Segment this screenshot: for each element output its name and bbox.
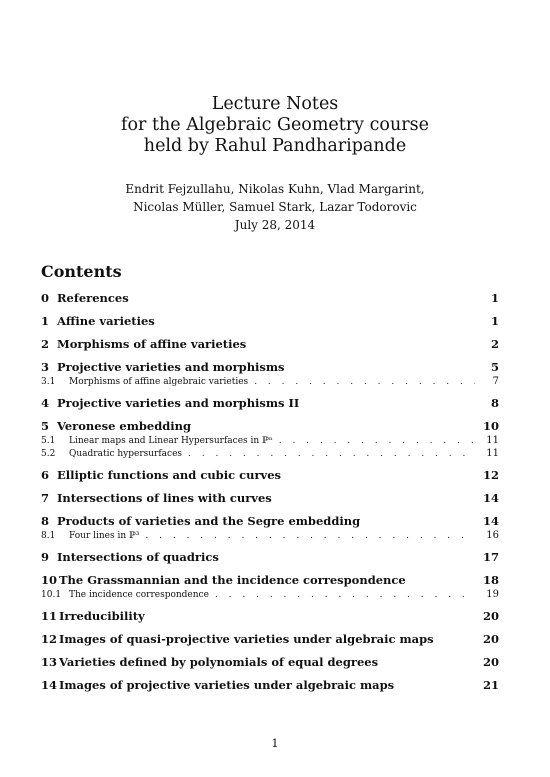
toc-subsection-page: 19 [486,589,499,600]
toc-section-page: 2 [490,337,499,351]
toc-section-number: 10 [41,573,58,587]
toc-subsection-title: Morphisms of affine algebraic varieties [69,377,249,387]
toc-section-title: Images of quasi-projective varieties under algebraic maps [59,632,434,646]
toc-section-title: Images of projective varieties under algebraic maps [59,678,395,692]
toc-section-title: Intersections of lines with curves [57,491,272,505]
toc-section-entry[interactable] [41,314,499,329]
toc-subsection-page: 7 [492,376,499,387]
toc-section-title: Products of varieties and the Segre embedding [57,514,361,528]
toc-subsection-entry[interactable] [41,375,499,388]
toc-section-title: References [57,291,129,305]
toc-subsection-entry[interactable] [41,529,499,542]
toc-section-page: 1 [490,314,499,328]
toc-section-entry[interactable] [41,468,499,483]
toc-section-number: 1 [41,314,50,328]
toc-section-title: Projective varieties and morphisms [57,360,285,374]
toc-section-entry[interactable] [41,655,499,670]
toc-section-title: Projective varieties and morphisms II [57,396,300,410]
toc-section-page: 14 [482,491,499,505]
toc-subsection-title: Quadratic hypersurfaces [69,449,183,459]
toc-subsection-number: 10.1 [41,590,62,600]
toc-dot-leader [145,530,475,543]
toc-dot-leader [279,435,475,448]
toc-section-entry[interactable] [41,550,499,565]
toc-subsection-title: Four lines in ℙ³ [69,531,140,541]
toc-subsection-title: The incidence correspondence [69,590,209,600]
toc-section-number: 6 [41,468,50,482]
toc-section-number: 2 [41,337,50,351]
toc-section-entry[interactable] [41,632,499,647]
toc-section-entry[interactable] [41,291,499,306]
toc-subsection-entry[interactable] [41,447,499,460]
toc-section-page: 1 [490,291,499,305]
toc-dot-leader [254,376,475,389]
toc-section-title: Intersections of quadrics [57,550,219,564]
toc-section-entry[interactable] [41,678,499,693]
toc-section-entry[interactable] [41,419,499,434]
toc-section-number: 0 [41,291,50,305]
toc-section-title: The Grassmannian and the incidence correspondence [59,573,406,587]
toc-subsection-page: 11 [486,435,499,446]
contents-heading: Contents [41,262,122,281]
toc-section-entry[interactable] [41,337,499,352]
toc-section-page: 12 [482,468,499,482]
toc-section-entry[interactable] [41,609,499,624]
toc-section-number: 13 [41,655,58,669]
toc-section-number: 9 [41,550,50,564]
toc-section-entry[interactable] [41,514,499,529]
toc-section-number: 3 [41,360,50,374]
table-of-contents [41,291,499,693]
toc-subsection-entry[interactable] [41,588,499,601]
document-date: July 28, 2014 [234,218,316,232]
toc-section-title: Veronese embedding [57,419,192,433]
toc-section-title: Elliptic functions and cubic curves [57,468,281,482]
toc-subsection-page: 16 [486,530,499,541]
toc-subsection-number: 5.1 [41,436,56,446]
toc-section-number: 14 [41,678,58,692]
toc-section-title: Affine varieties [57,314,155,328]
authors [0,180,550,216]
title-line-3: held by Rahul Pandharipande [143,136,407,156]
toc-dot-leader [188,448,475,461]
toc-section-number: 7 [41,491,50,505]
toc-section-entry[interactable] [41,573,499,588]
toc-dot-leader [215,589,475,602]
title-line-1: Lecture Notes [211,94,339,114]
toc-subsection-number: 8.1 [41,531,56,541]
toc-section-page: 17 [482,550,499,564]
authors-line-1: Endrit Fejzullahu, Nikolas Kuhn, Vlad Margarint, [125,182,425,196]
title-line-2: for the Algebraic Geometry course [121,115,429,135]
toc-subsection-title: Linear maps and Linear Hypersurfaces in ℙⁿ [69,436,273,446]
toc-section-page: 21 [482,678,499,692]
toc-section-entry[interactable] [41,396,499,411]
toc-section-page: 20 [482,632,499,646]
toc-section-page: 14 [482,514,499,528]
toc-section-title: Morphisms of affine varieties [57,337,247,351]
toc-section-page: 20 [482,655,499,669]
toc-section-number: 12 [41,632,58,646]
toc-section-number: 5 [41,419,50,433]
toc-section-number: 11 [41,609,58,623]
toc-section-page: 18 [482,573,499,587]
page-number: 1 [271,737,279,750]
toc-section-page: 20 [482,609,499,623]
toc-subsection-page: 11 [486,448,499,459]
toc-section-page: 8 [490,396,499,410]
toc-section-entry[interactable] [41,491,499,506]
authors-line-2: Nicolas Müller, Samuel Stark, Lazar Todorovic [133,200,417,214]
document-title [0,94,550,157]
toc-section-title: Irreducibility [59,609,145,623]
toc-section-title: Varieties defined by polynomials of equal degrees [59,655,379,669]
toc-subsection-number: 5.2 [41,449,56,459]
toc-section-page: 10 [482,419,499,433]
toc-section-number: 4 [41,396,50,410]
toc-section-entry[interactable] [41,360,499,375]
toc-section-page: 5 [490,360,499,374]
toc-subsection-number: 3.1 [41,377,56,387]
toc-section-number: 8 [41,514,50,528]
toc-subsection-entry[interactable] [41,434,499,447]
